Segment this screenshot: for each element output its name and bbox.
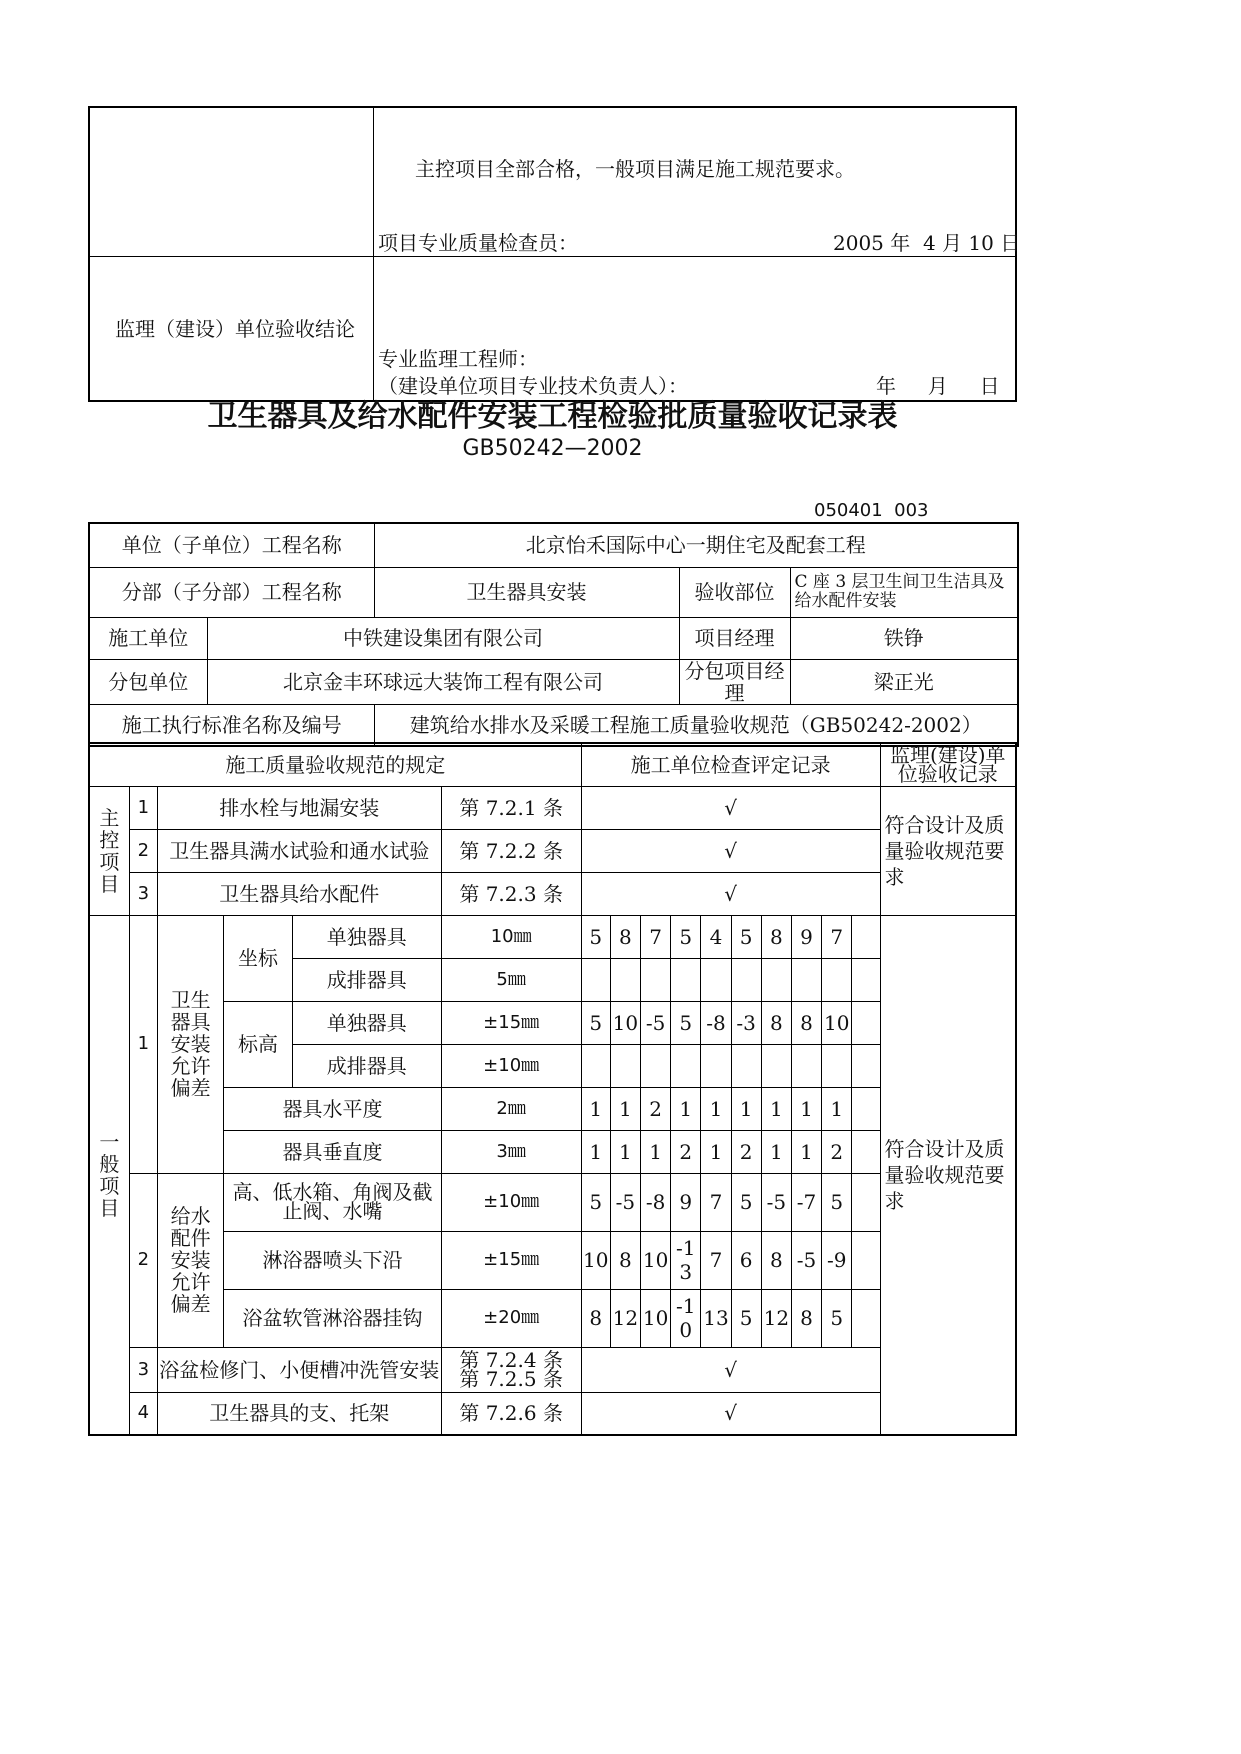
standard-value: 建筑给水排水及采暖工程施工质量验收规范（GB50242-2002）: [374, 704, 1018, 746]
row-tolerance: 10㎜: [441, 915, 581, 958]
general-item4-no: 4: [129, 1392, 157, 1435]
row-name: 单独器具: [292, 915, 441, 958]
measure-cell: 5: [581, 1173, 610, 1231]
measure-cell: [852, 1231, 880, 1289]
row-name: 浴盆软管淋浴器挂钩: [224, 1289, 441, 1347]
sub-pm: 梁正光: [790, 659, 1018, 704]
measure-cell: 12: [761, 1289, 791, 1347]
measure-cell: [852, 1289, 880, 1347]
measure-cell: [791, 958, 821, 1001]
measure-cell: 2: [822, 1130, 852, 1173]
measure-cell: 5: [731, 1173, 761, 1231]
measure-cell: 1: [581, 1087, 610, 1130]
measure-cell: 10: [640, 1289, 670, 1347]
measure-cell: 8: [581, 1289, 610, 1347]
measure-cell: 2: [640, 1087, 670, 1130]
general-result-text: 符合设计及质量验收规范要求: [884, 1136, 1005, 1213]
general-result: [880, 915, 1016, 1435]
standard-code: GB50242—2002: [462, 436, 643, 461]
general-group2-label: [157, 1173, 223, 1347]
spec-header: 施工质量验收规范的规定: [89, 743, 581, 786]
main-control-label: [89, 786, 129, 915]
measure-cell: [852, 1130, 880, 1173]
measure-cell: [852, 1087, 880, 1130]
general-group1-label-text: 卫生器具安装允许偏差: [170, 988, 211, 1100]
subcontractor: 北京金丰环球远大装饰工程有限公司: [207, 659, 679, 704]
contractor: 中铁建设集团有限公司: [207, 617, 679, 659]
main-item-mark: √: [581, 829, 880, 872]
conclusion-text: 主控项目全部合格，一般项目满足施工规范要求。: [415, 157, 855, 181]
standard-label: 施工执行标准名称及编号: [89, 704, 374, 746]
measure-cell: -5: [791, 1231, 821, 1289]
measure-cell: 4: [701, 915, 731, 958]
measure-cell: 1: [610, 1130, 640, 1173]
row-name: 单独器具: [292, 1001, 441, 1044]
main-item-clause: 第 7.2.2 条: [441, 829, 581, 872]
measure-cell: [581, 1044, 610, 1087]
pm: 铁铮: [790, 617, 1018, 659]
measure-cell: -13: [671, 1231, 701, 1289]
measure-cell: [852, 1001, 880, 1044]
measure-cell: 1: [761, 1130, 791, 1173]
measure-cell: [731, 1044, 761, 1087]
main-item-mark: √: [581, 786, 880, 829]
supervising-engineer-label: 专业监理工程师：: [378, 347, 538, 371]
main-item-no: 1: [129, 786, 157, 829]
measure-cell: 6: [731, 1231, 761, 1289]
measure-cell: 1: [581, 1130, 610, 1173]
measure-cell: 2: [731, 1130, 761, 1173]
measure-cell: -9: [822, 1231, 852, 1289]
general-group1-no: 1: [129, 915, 157, 1173]
measure-cell: [671, 958, 701, 1001]
general-group2-no: 2: [129, 1173, 157, 1347]
measure-cell: 5: [822, 1289, 852, 1347]
measure-cell: -3: [731, 1001, 761, 1044]
main-item-name: 卫生器具满水试验和通水试验: [157, 829, 441, 872]
document-number: 050401 003: [814, 500, 929, 521]
measure-cell: 5: [731, 1289, 761, 1347]
measure-cell: -8: [701, 1001, 731, 1044]
subcontractor-label: 分包单位: [89, 659, 207, 704]
measure-cell: -5: [610, 1173, 640, 1231]
measure-cell: 10: [640, 1231, 670, 1289]
measure-cell: [610, 1044, 640, 1087]
measure-cell: [731, 958, 761, 1001]
pm-label: 项目经理: [679, 617, 790, 659]
main-item-name: 排水栓与地漏安装: [157, 786, 441, 829]
measure-cell: 5: [671, 915, 701, 958]
measure-cell: 8: [761, 1001, 791, 1044]
row-tolerance: ±20㎜: [441, 1289, 581, 1347]
general-item4-name: 卫生器具的支、托架: [157, 1392, 441, 1435]
measure-cell: [610, 958, 640, 1001]
row-name: 成排器具: [292, 1044, 441, 1087]
measure-cell: 5: [581, 915, 610, 958]
row-tolerance: 5㎜: [441, 958, 581, 1001]
row-name: 高、低水箱、角阀及截止阀、水嘴: [224, 1173, 441, 1231]
general-item4-mark: √: [581, 1392, 880, 1435]
measure-cell: 1: [701, 1130, 731, 1173]
row-name: 器具垂直度: [224, 1130, 441, 1173]
measure-cell: 10: [581, 1231, 610, 1289]
row-name: 淋浴器喷头下沿: [224, 1231, 441, 1289]
main-item-clause: 第 7.2.1 条: [441, 786, 581, 829]
measure-cell: 10: [610, 1001, 640, 1044]
measure-cell: [640, 1044, 670, 1087]
general-item4-clause: 第 7.2.6 条: [441, 1392, 581, 1435]
measure-cell: [671, 1044, 701, 1087]
measure-cell: 7: [640, 915, 670, 958]
measure-cell: -5: [640, 1001, 670, 1044]
owner-tech-lead-label: （建设单位项目专业技术负责人）：: [378, 374, 688, 398]
measure-cell: 1: [640, 1130, 670, 1173]
check-header: 施工单位检查评定记录: [581, 743, 880, 786]
measure-cell: 5: [581, 1001, 610, 1044]
measure-cell: 8: [791, 1001, 821, 1044]
measure-cell: 5: [731, 915, 761, 958]
measure-cell: 1: [671, 1087, 701, 1130]
inspector-label: 项目专业质量检查员：: [378, 231, 578, 255]
measure-cell: [761, 1044, 791, 1087]
measure-cell: -5: [761, 1173, 791, 1231]
measure-cell: 8: [610, 915, 640, 958]
general-item3-name: 浴盆检修门、小便槽冲洗管安装: [157, 1347, 441, 1392]
acceptance-part-label: 验收部位: [679, 567, 790, 617]
measure-cell: [701, 1044, 731, 1087]
row-tolerance: ±15㎜: [441, 1001, 581, 1044]
project-name: 北京怡禾国际中心一期住宅及配套工程: [374, 523, 1018, 567]
measure-cell: 8: [791, 1289, 821, 1347]
measure-cell: 9: [791, 915, 821, 958]
general-item3-mark: √: [581, 1347, 880, 1392]
measure-cell: [701, 958, 731, 1001]
row-tolerance: ±15㎜: [441, 1231, 581, 1289]
inspection-table: [88, 742, 1017, 1436]
general-item3-clause1: 第 7.2.4 条: [459, 1347, 563, 1372]
general-label: [89, 915, 129, 1435]
measure-cell: 2: [671, 1130, 701, 1173]
general-group2-label-text: 给水配件安装允许偏差: [170, 1204, 211, 1316]
contractor-label: 施工单位: [89, 617, 207, 659]
main-item-no: 2: [129, 829, 157, 872]
measure-cell: 7: [701, 1173, 731, 1231]
main-item-name: 卫生器具给水配件: [157, 872, 441, 915]
measure-cell: [852, 1173, 880, 1231]
header-table: [88, 522, 1019, 747]
general-label-text: 一般项目: [99, 1129, 120, 1220]
row-tolerance: 3㎜: [441, 1130, 581, 1173]
sub-project-label: 分部（子分部）工程名称: [89, 567, 374, 617]
general-item3-clauses: [441, 1347, 581, 1392]
sub-project: 卫生器具安装: [374, 567, 679, 617]
general-group1-label: [157, 915, 223, 1173]
measure-cell: 12: [610, 1289, 640, 1347]
row-name: 成排器具: [292, 958, 441, 1001]
main-item-clause: 第 7.2.3 条: [441, 872, 581, 915]
row-tolerance: 2㎜: [441, 1087, 581, 1130]
supervision-conclusion-label: 监理（建设）单位验收结论: [115, 317, 355, 341]
measure-cell: 1: [791, 1130, 821, 1173]
elevation-label: 标高: [224, 1001, 292, 1087]
measure-cell: [852, 915, 880, 958]
measure-cell: 5: [671, 1001, 701, 1044]
measure-cell: 1: [701, 1087, 731, 1130]
coord-label: 坐标: [224, 915, 292, 1001]
project-name-label: 单位（子单位）工程名称: [89, 523, 374, 567]
row-tolerance: ±10㎜: [441, 1173, 581, 1231]
general-item3-clause2: 第 7.2.5 条: [459, 1366, 563, 1391]
measure-cell: -7: [791, 1173, 821, 1231]
measure-cell: [822, 958, 852, 1001]
measure-cell: [761, 958, 791, 1001]
measure-cell: 1: [610, 1087, 640, 1130]
sub-pm-label: 分包项目经理: [679, 659, 790, 704]
measure-cell: 8: [761, 915, 791, 958]
measure-cell: [581, 958, 610, 1001]
main-control-result: [880, 786, 1016, 915]
measure-cell: 8: [761, 1231, 791, 1289]
measure-cell: [791, 1044, 821, 1087]
measure-cell: 10: [822, 1001, 852, 1044]
measure-cell: [822, 1044, 852, 1087]
measure-cell: -8: [640, 1173, 670, 1231]
main-item-mark: √: [581, 872, 880, 915]
measure-cell: 9: [671, 1173, 701, 1231]
acceptance-part: C 座 3 层卫生间卫生洁具及给水配件安装: [790, 567, 1018, 617]
row-tolerance: ±10㎜: [441, 1044, 581, 1087]
main-control-label-text: 主控项目: [99, 805, 120, 896]
main-control-result-text: 符合设计及质量验收规范要求: [884, 812, 1005, 889]
measure-cell: 5: [822, 1173, 852, 1231]
top-section-divider: [373, 106, 374, 402]
main-item-no: 3: [129, 872, 157, 915]
general-item3-no: 3: [129, 1347, 157, 1392]
measure-cell: 1: [731, 1087, 761, 1130]
measure-cell: 1: [791, 1087, 821, 1130]
blank-date: 年 月 日: [876, 374, 1000, 398]
measure-cell: 1: [822, 1087, 852, 1130]
top-section-row-divider: [88, 256, 1017, 257]
measure-cell: 7: [822, 915, 852, 958]
measure-cell: [852, 1044, 880, 1087]
measure-cell: 8: [610, 1231, 640, 1289]
measure-cell: [852, 958, 880, 1001]
measure-cell: -10: [671, 1289, 701, 1347]
row-name: 器具水平度: [224, 1087, 441, 1130]
form-title: 卫生器具及给水配件安装工程检验批质量验收记录表: [207, 399, 898, 434]
inspector-date: 2005 年 4 月 10 日: [833, 231, 1021, 255]
measure-cell: 13: [701, 1289, 731, 1347]
measure-cell: [640, 958, 670, 1001]
supervision-header: 监理(建设)单位验收记录: [880, 743, 1016, 786]
measure-cell: 1: [761, 1087, 791, 1130]
measure-cell: 7: [701, 1231, 731, 1289]
